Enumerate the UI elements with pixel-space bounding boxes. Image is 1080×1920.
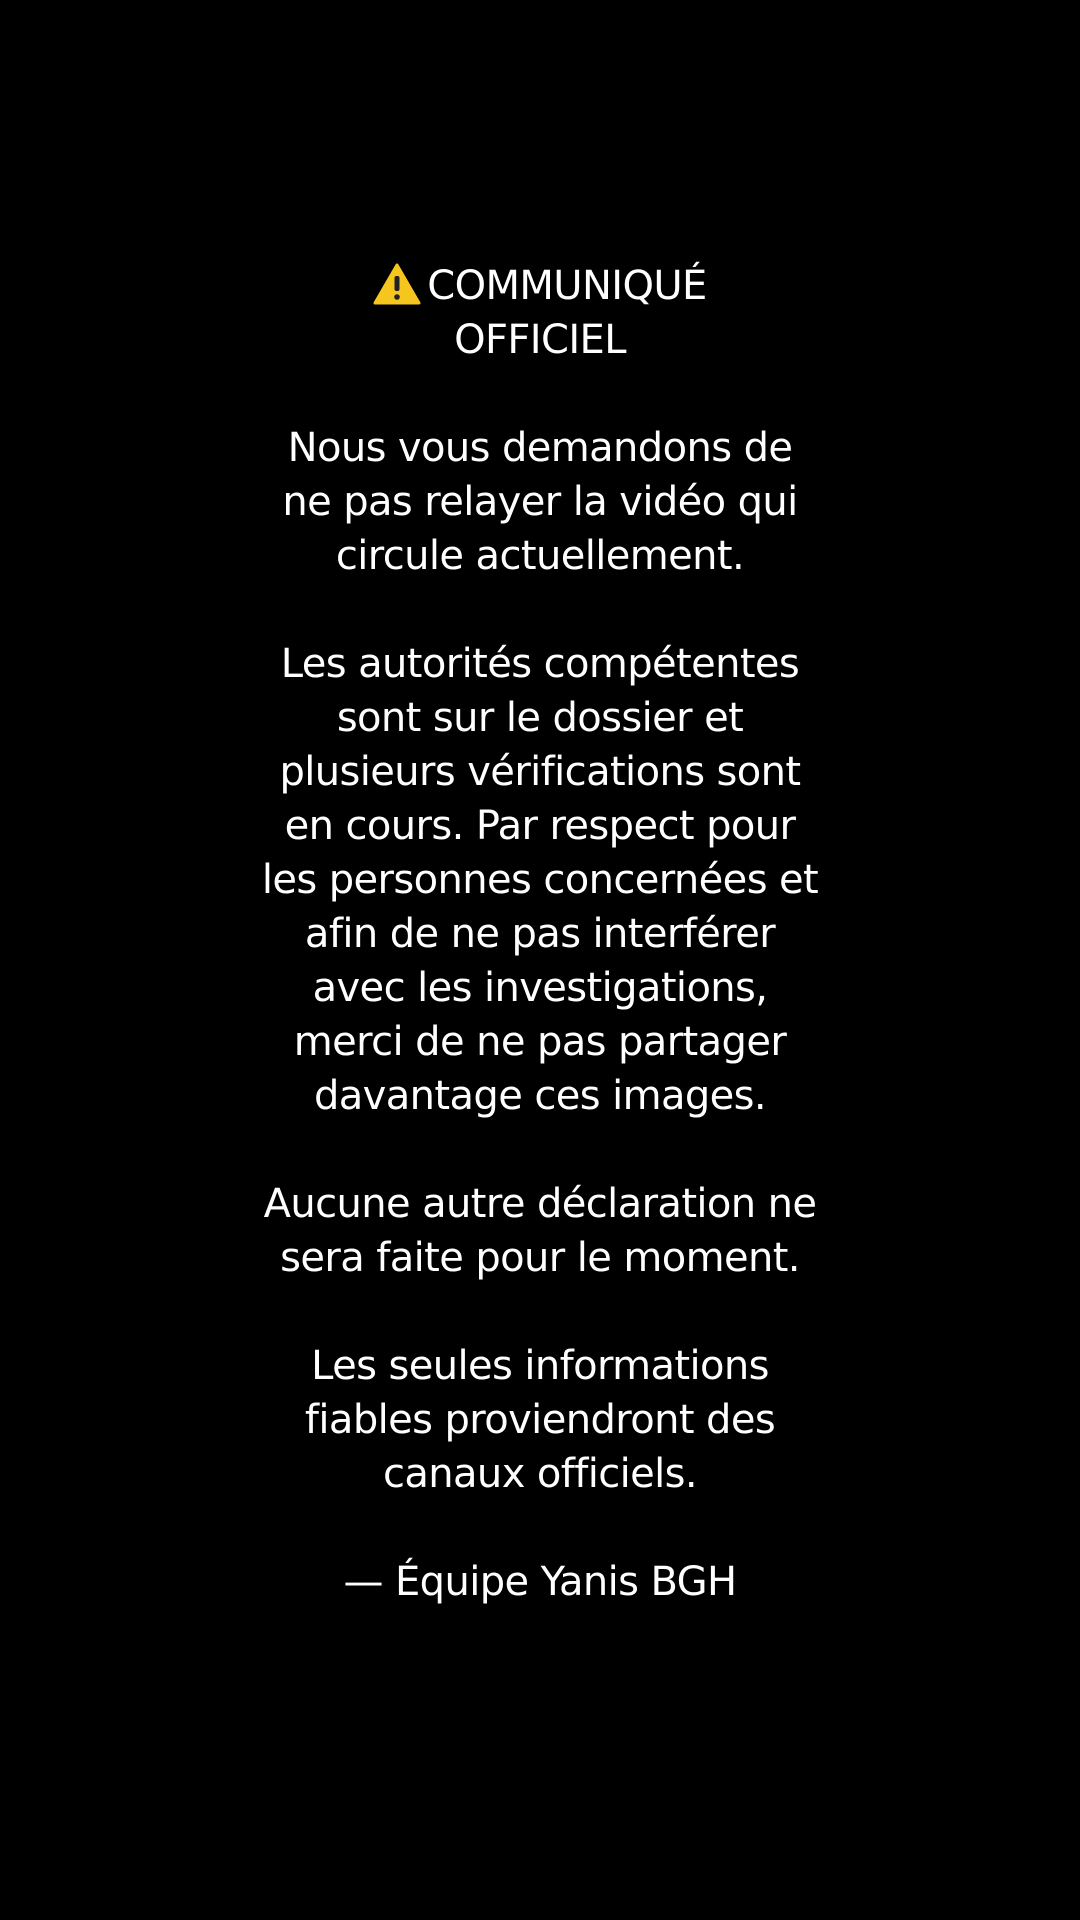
spacer [0, 583, 1080, 637]
spacer [0, 367, 1080, 421]
spacer [0, 1285, 1080, 1339]
paragraph-no-further-statement: Aucune autre déclaration ne sera faite pour le moment. [263, 1181, 817, 1281]
title-line-1 [260, 259, 820, 313]
paragraph-authorities: Les autorités compétentes sont sur le dossier et plusieurs vérifications sont en cours. Par respect pour les personnes concernées et afin de ne pas interférer avec les investigations, merci de ne pas partager davantage ces images. [261, 641, 819, 1119]
spacer [0, 1123, 1080, 1177]
signature: — Équipe Yanis BGH [343, 1559, 737, 1605]
spacer [0, 1501, 1080, 1555]
title-text-line-2: OFFICIEL [454, 317, 626, 363]
paragraph-official-channels: Les seules informations fiables proviendront des canaux officiels. [304, 1343, 776, 1497]
paragraph-request: Nous vous demandons de ne pas relayer la vidéo qui circule actuellement. [282, 425, 798, 579]
official-statement [0, 259, 1080, 1609]
warning-icon [373, 263, 421, 305]
statement-title [260, 259, 820, 367]
title-text-line-1: COMMUNIQUÉ [427, 263, 707, 309]
